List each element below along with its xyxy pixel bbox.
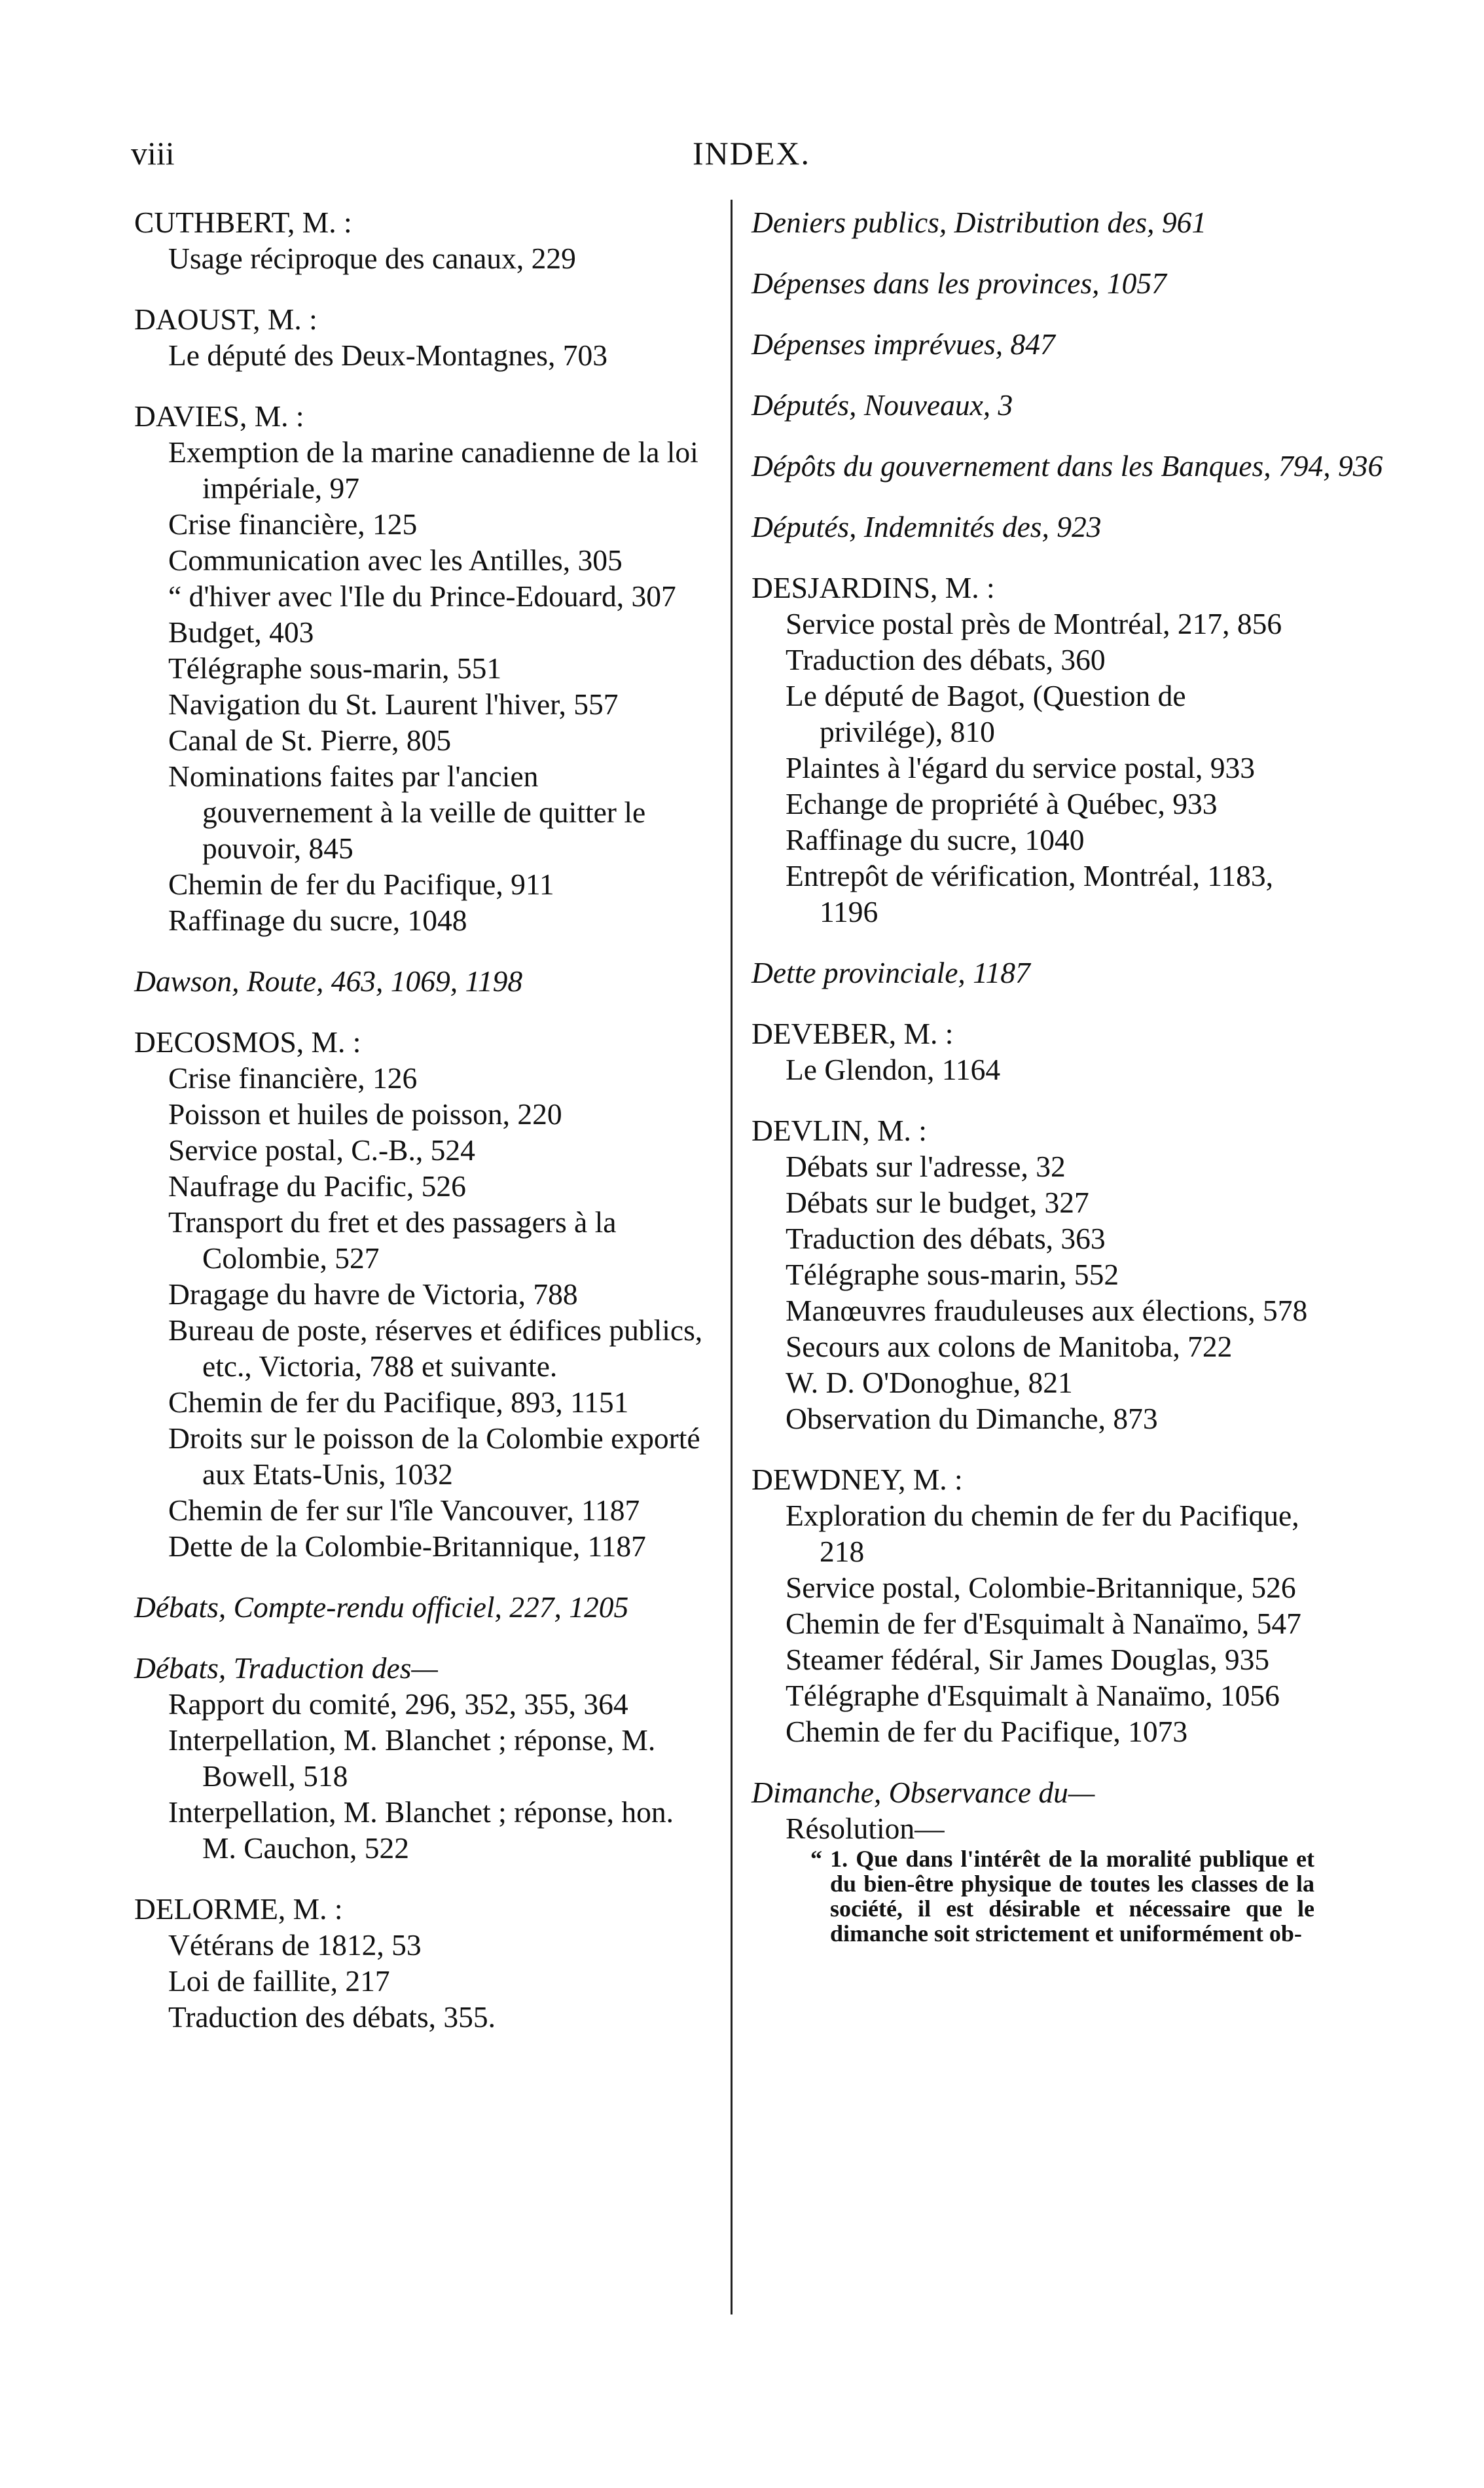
entry-heading: Dépôts du gouvernement dans les Banques, 794, 936 <box>751 449 1383 483</box>
index-entry <box>751 326 1314 362</box>
entry-subitem: Crise financière, 125 <box>168 507 418 541</box>
entry-heading: Débats, Compte-rendu officiel, 227, 1205 <box>134 1590 629 1624</box>
entry-heading: DESJARDINS, M. : <box>751 571 995 604</box>
index-entry <box>751 1774 1314 1946</box>
index-entry <box>751 570 1314 930</box>
entry-subitem: Echange de propriété à Québec, 933 <box>786 787 1218 820</box>
entry-subitem: Télégraphe d'Esquimalt à Nanaïmo, 1056 <box>786 1679 1280 1712</box>
entry-subitem: Budget, 403 <box>168 615 314 649</box>
entry-heading: Débats, Traduction des— <box>134 1651 438 1685</box>
index-entry <box>134 1024 714 1564</box>
entry-subitem: “ d'hiver avec l'Ile du Prince-Edouard, 307 <box>168 579 676 613</box>
index-entry <box>134 1891 714 2035</box>
entry-subitem: Traduction des débats, 363 <box>786 1222 1106 1255</box>
column-divider <box>731 200 733 2314</box>
index-entry <box>751 448 1383 484</box>
page-number: viii <box>131 135 175 172</box>
entry-subitem: Chemin de fer du Pacifique, 1073 <box>786 1715 1188 1748</box>
entry-subitem: Poisson et huiles de poisson, 220 <box>168 1097 562 1131</box>
entry-heading: Dépenses dans les provinces, 1057 <box>751 266 1167 300</box>
entry-heading: DELORME, M. : <box>134 1892 343 1926</box>
entry-subitem: Chemin de fer du Pacifique, 893, 1151 <box>168 1385 629 1419</box>
entry-subitem: Service postal près de Montréal, 217, 856 <box>786 607 1282 640</box>
entry-subitem: Exploration du chemin de fer du Pacifique, 218 <box>786 1499 1299 1568</box>
index-entry <box>751 1112 1314 1436</box>
entry-subitem: Plaintes à l'égard du service postal, 933 <box>786 751 1256 784</box>
entry-subitem: Interpellation, M. Blanchet ; réponse, hon. M. Cauchon, 522 <box>168 1795 674 1865</box>
entry-subitem: Loi de faillite, 217 <box>168 1964 390 1998</box>
entry-subitem: Usage réciproque des canaux, 229 <box>168 242 576 275</box>
index-entry <box>751 387 1314 423</box>
entry-subitem: Crise financière, 126 <box>168 1061 418 1095</box>
entry-heading: DECOSMOS, M. : <box>134 1025 361 1059</box>
entry-heading: DEWDNEY, M. : <box>751 1463 963 1496</box>
index-entry <box>751 204 1314 240</box>
entry-subitem: Raffinage du sucre, 1048 <box>168 904 467 937</box>
entry-subitem: Transport du fret et des passagers à la Colombie, 527 <box>168 1205 617 1275</box>
entry-heading: Dimanche, Observance du— <box>751 1776 1095 1809</box>
entry-heading: DEVLIN, M. : <box>751 1114 927 1147</box>
index-entry <box>751 1015 1314 1088</box>
entry-heading: CUTHBERT, M. : <box>134 206 352 239</box>
index-entry <box>134 204 714 276</box>
entry-subitem: Exemption de la marine canadienne de la loi impériale, 97 <box>168 435 698 505</box>
entry-subitem: Manœuvres frauduleuses aux élections, 578 <box>786 1294 1308 1327</box>
entry-subitem: Nominations faites par l'ancien gouvernement à la veille de quitter le pouvoir, 845 <box>168 759 646 865</box>
entry-subitem: Navigation du St. Laurent l'hiver, 557 <box>168 687 619 721</box>
entry-subitem: Steamer fédéral, Sir James Douglas, 935 <box>786 1643 1270 1676</box>
page-title: INDEX. <box>693 135 811 172</box>
index-entry <box>134 398 714 938</box>
entry-subitem: Le député des Deux-Montagnes, 703 <box>168 338 607 372</box>
index-entry <box>751 265 1314 301</box>
entry-subitem: Droits sur le poisson de la Colombie exporté aux Etats-Unis, 1032 <box>168 1421 700 1491</box>
index-entry <box>134 963 714 999</box>
entry-subitem: Observation du Dimanche, 873 <box>786 1402 1158 1435</box>
entry-heading: Deniers publics, Distribution des, 961 <box>751 206 1207 239</box>
left-column <box>134 204 714 2060</box>
index-entry <box>751 509 1314 545</box>
entry-subitem: Résolution— <box>786 1812 945 1845</box>
entry-subitem: Rapport du comité, 296, 352, 355, 364 <box>168 1687 628 1721</box>
index-entry <box>134 1650 714 1866</box>
entry-heading: Députés, Indemnités des, 923 <box>751 510 1102 543</box>
entry-subitem: Télégraphe sous-marin, 552 <box>786 1258 1119 1291</box>
entry-subitem: Raffinage du sucre, 1040 <box>786 823 1085 856</box>
entry-subitem: W. D. O'Donoghue, 821 <box>786 1366 1073 1399</box>
index-entry <box>751 955 1314 991</box>
entry-heading: Dépenses imprévues, 847 <box>751 327 1055 361</box>
entry-subitem: Télégraphe sous-marin, 551 <box>168 651 502 685</box>
entry-subitem: Le député de Bagot, (Question de privilége), 810 <box>786 679 1186 748</box>
entry-heading: Dette provinciale, 1187 <box>751 956 1030 989</box>
entry-subitem: Secours aux colons de Manitoba, 722 <box>786 1330 1233 1363</box>
entry-subitem: Dette de la Colombie-Britannique, 1187 <box>168 1529 646 1563</box>
entry-heading: DAOUST, M. : <box>134 302 317 336</box>
entry-subitem: Chemin de fer du Pacifique, 911 <box>168 868 554 901</box>
entry-subitem: Canal de St. Pierre, 805 <box>168 723 452 757</box>
entry-subitem: Le Glendon, 1164 <box>786 1053 1001 1086</box>
entry-subitem: Naufrage du Pacific, 526 <box>168 1169 466 1203</box>
entry-subitem: Débats sur l'adresse, 32 <box>786 1150 1066 1183</box>
entry-heading: DEVEBER, M. : <box>751 1017 954 1050</box>
entry-subitem: Traduction des débats, 360 <box>786 643 1106 676</box>
index-entry <box>751 1461 1314 1749</box>
resolution-quote: “ 1. Que dans l'intérêt de la moralité publique et du bien-être physique de toutes les classes de la société, il est désirable et nécessaire que le dimanche soit strictement et uniformément ob- <box>810 1846 1314 1947</box>
entry-subitem: Communication avec les Antilles, 305 <box>168 543 623 577</box>
entry-subitem: Vétérans de 1812, 53 <box>168 1928 422 1962</box>
right-column <box>751 204 1383 1971</box>
entry-subitem: Service postal, Colombie-Britannique, 526 <box>786 1571 1296 1604</box>
entry-heading: Députés, Nouveaux, 3 <box>751 388 1013 422</box>
entry-subitem: Dragage du havre de Victoria, 788 <box>168 1277 578 1311</box>
entry-subitem: Bureau de poste, réserves et édifices publics, etc., Victoria, 788 et suivante. <box>168 1313 703 1383</box>
entry-heading: DAVIES, M. : <box>134 399 304 433</box>
index-entry <box>134 1589 714 1625</box>
index-entry <box>134 301 714 373</box>
page-header <box>0 134 1484 174</box>
entry-subitem: Débats sur le budget, 327 <box>786 1186 1089 1219</box>
entry-subitem: Interpellation, M. Blanchet ; réponse, M. Bowell, 518 <box>168 1723 656 1793</box>
entry-heading: Dawson, Route, 463, 1069, 1198 <box>134 964 523 998</box>
entry-subitem: Traduction des débats, 355. <box>168 2000 496 2034</box>
entry-subitem: Service postal, C.-B., 524 <box>168 1133 475 1167</box>
entry-subitem: Chemin de fer sur l'île Vancouver, 1187 <box>168 1493 640 1527</box>
entry-subitem: Chemin de fer d'Esquimalt à Nanaïmo, 547 <box>786 1607 1301 1640</box>
entry-subitem: Entrepôt de vérification, Montréal, 1183, 1196 <box>786 859 1274 928</box>
